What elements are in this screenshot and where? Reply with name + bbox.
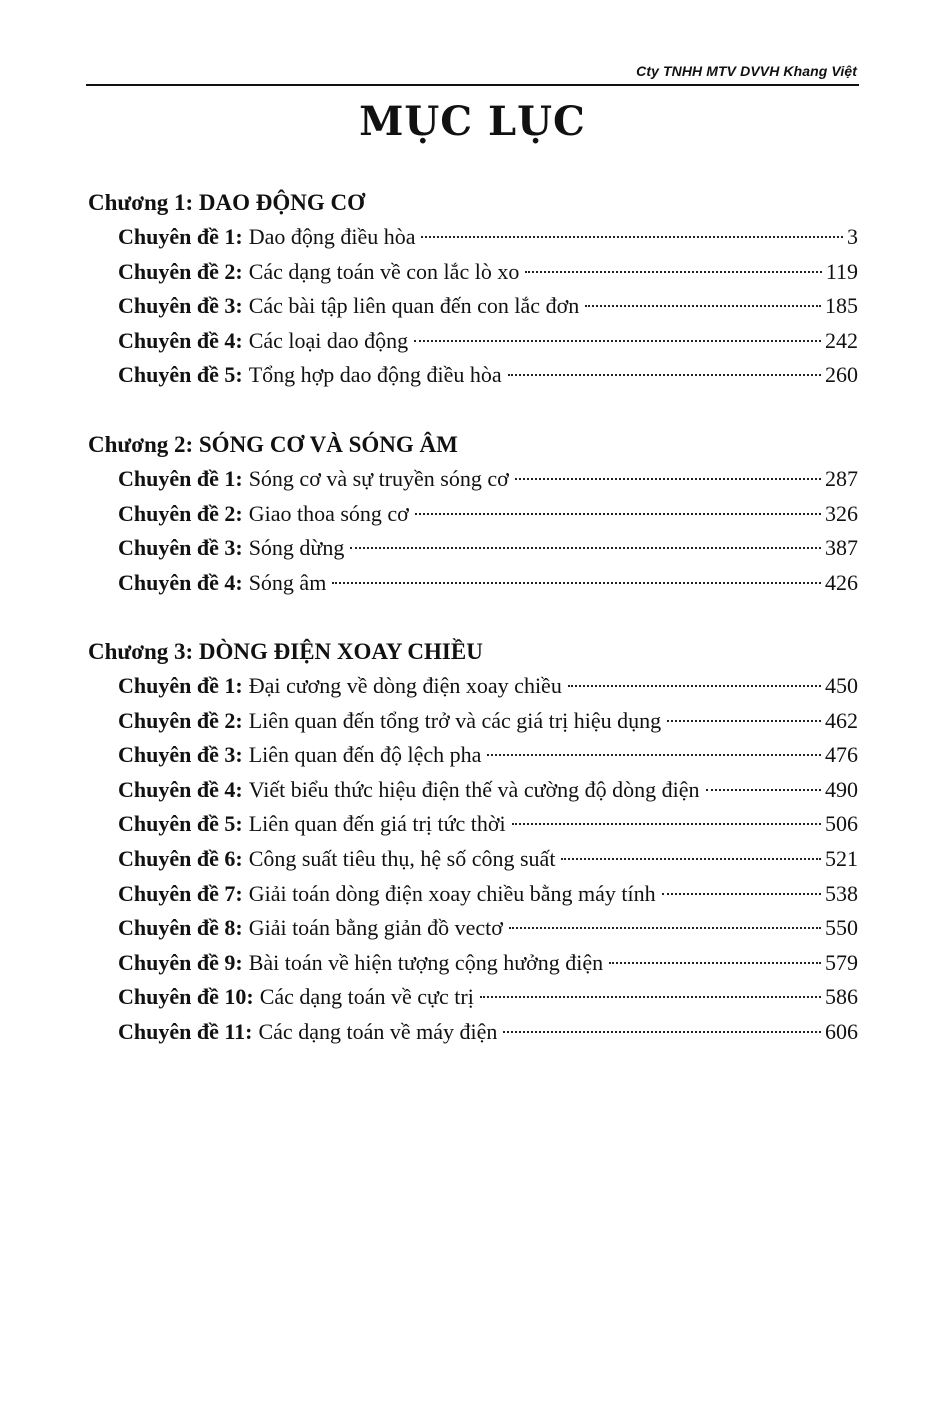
entry-label: Chuyên đề 2: [118,500,243,526]
entry-page: 521 [825,845,858,871]
entry-page: 506 [825,811,858,837]
toc-entry[interactable] [88,911,858,946]
dot-leader [609,962,821,964]
dot-leader [667,720,821,722]
entry-title: Các dạng toán về máy điện [258,1018,498,1044]
dot-leader [706,789,821,791]
entry-page: 387 [825,535,858,561]
entry-title: Tổng hợp dao động điều hòa [248,362,502,388]
entry-label: Chuyên đề 11: [118,1018,253,1044]
toc-entry[interactable] [88,462,858,497]
toc-entry[interactable] [88,773,858,808]
entry-page: 586 [825,984,858,1010]
entry-label: Chuyên đề 5: [118,811,243,837]
dot-leader [487,754,821,756]
entry-title: Sóng cơ và sự truyền sóng cơ [248,466,509,491]
entry-label: Chuyên đề 1: [118,466,243,491]
entry-page: 326 [825,500,858,526]
entry-title: Dao động điều hòa [248,224,416,249]
entry-title: Các dạng toán về con lắc lò xo [248,258,520,284]
entry-page: 185 [825,293,858,319]
entry-page: 476 [825,742,858,768]
entry-page: 242 [825,327,858,353]
entry-title: Đại cương về dòng điện xoay chiều [248,673,562,698]
chapter-label: Chương 3: [88,639,194,664]
entry-label: Chuyên đề 3: [118,293,243,319]
dot-leader [332,582,821,584]
entry-title: Liên quan đến giá trị tức thời [248,811,506,837]
toc-entry[interactable] [88,704,858,739]
entry-label: Chuyên đề 4: [118,569,243,595]
chapter-title [88,428,858,462]
entry-label: Chuyên đề 3: [118,535,243,561]
entry-page: 462 [825,707,858,733]
chapter-label: Chương 2: [88,432,194,457]
entry-label: Chuyên đề 3: [118,742,243,768]
chapter-name: DAO ĐỘNG CƠ [198,190,366,215]
dot-leader [525,271,821,273]
chapter-3 [88,635,858,1050]
toc-entry[interactable] [88,255,858,290]
toc-entry[interactable] [88,946,858,981]
entry-page: 490 [825,776,858,802]
entry-title: Các dạng toán về cực trị [259,984,474,1010]
chapter-name: DÒNG ĐIỆN XOAY CHIỀU [198,639,483,664]
entry-label: Chuyên đề 1: [118,673,243,698]
entry-page: 450 [825,673,858,698]
entry-label: Chuyên đề 6: [118,845,243,871]
entry-label: Chuyên đề 8: [118,915,243,941]
toc-entry[interactable] [88,566,858,601]
dot-leader [568,685,821,687]
entry-page: 426 [825,569,858,595]
entry-page: 119 [825,258,858,284]
dot-leader [509,927,821,929]
entry-label: Chuyên đề 9: [118,949,243,975]
entry-title: Liên quan đến tổng trở và các giá trị hiệu dụng [248,707,662,733]
entry-label: Chuyên đề 10: [118,984,254,1010]
entry-title: Viết biểu thức hiệu điện thế và cường độ dòng điện [248,776,700,802]
dot-leader [415,513,821,515]
entry-title: Các bài tập liên quan đến con lắc đơn [248,293,580,319]
toc-entry[interactable] [88,738,858,773]
entry-label: Chuyên đề 4: [118,776,243,802]
entry-page: 538 [825,880,858,906]
entry-title: Bài toán về hiện tượng cộng hưởng điện [248,949,604,975]
chapter-name: SÓNG CƠ VÀ SÓNG ÂM [198,432,458,457]
toc-entry[interactable] [88,497,858,532]
entry-title: Sóng dừng [248,535,345,561]
entry-page: 260 [825,362,858,388]
entry-label: Chuyên đề 1: [118,224,243,249]
toc-entry[interactable] [88,980,858,1015]
entry-page: 287 [825,466,858,491]
dot-leader [662,893,821,895]
toc-entry[interactable] [88,531,858,566]
entry-title: Giao thoa sóng cơ [248,500,409,526]
entry-page: 606 [825,1018,858,1044]
dot-leader [515,478,821,480]
entry-label: Chuyên đề 7: [118,880,243,906]
entry-title: Giải toán bằng giản đồ vectơ [248,915,503,941]
entry-title: Các loại dao động [248,327,409,353]
toc-entry[interactable] [88,842,858,877]
entry-title: Sóng âm [248,569,327,595]
dot-leader [480,996,821,998]
dot-leader [508,374,821,376]
dot-leader [585,305,821,307]
entry-title: Công suất tiêu thụ, hệ số công suất [248,845,556,871]
chapter-title [88,186,858,220]
dot-leader [512,823,821,825]
entry-label: Chuyên đề 4: [118,327,243,353]
chapter-1 [88,186,858,393]
page-title: MỤC LỤC [359,98,586,145]
dot-leader [414,340,821,342]
toc-entry[interactable] [88,289,858,324]
entry-page: 550 [825,915,858,941]
dot-leader [421,236,843,238]
chapter-title [88,635,858,669]
entry-title: Giải toán dòng điện xoay chiều bằng máy tính [248,880,656,906]
toc-entry[interactable] [88,358,858,393]
toc-entry[interactable] [88,877,858,912]
toc-entry[interactable] [88,324,858,359]
company-name: Cty TNHH MTV DVVH Khang Việt [636,63,857,79]
entry-title: Liên quan đến độ lệch pha [248,742,482,768]
dot-leader [350,547,821,549]
dot-leader [561,858,821,860]
toc-entry[interactable] [88,220,858,255]
entry-label: Chuyên đề 2: [118,707,243,733]
entry-label: Chuyên đề 5: [118,362,243,388]
chapter-label: Chương 1: [88,190,194,215]
toc-entry[interactable] [88,1015,858,1050]
entry-page: 579 [825,949,858,975]
entry-label: Chuyên đề 2: [118,258,243,284]
toc-entry[interactable] [88,669,858,704]
toc-entry[interactable] [88,807,858,842]
entry-page: 3 [847,224,858,249]
chapter-2 [88,428,858,600]
page-header [86,60,859,86]
dot-leader [503,1031,821,1033]
